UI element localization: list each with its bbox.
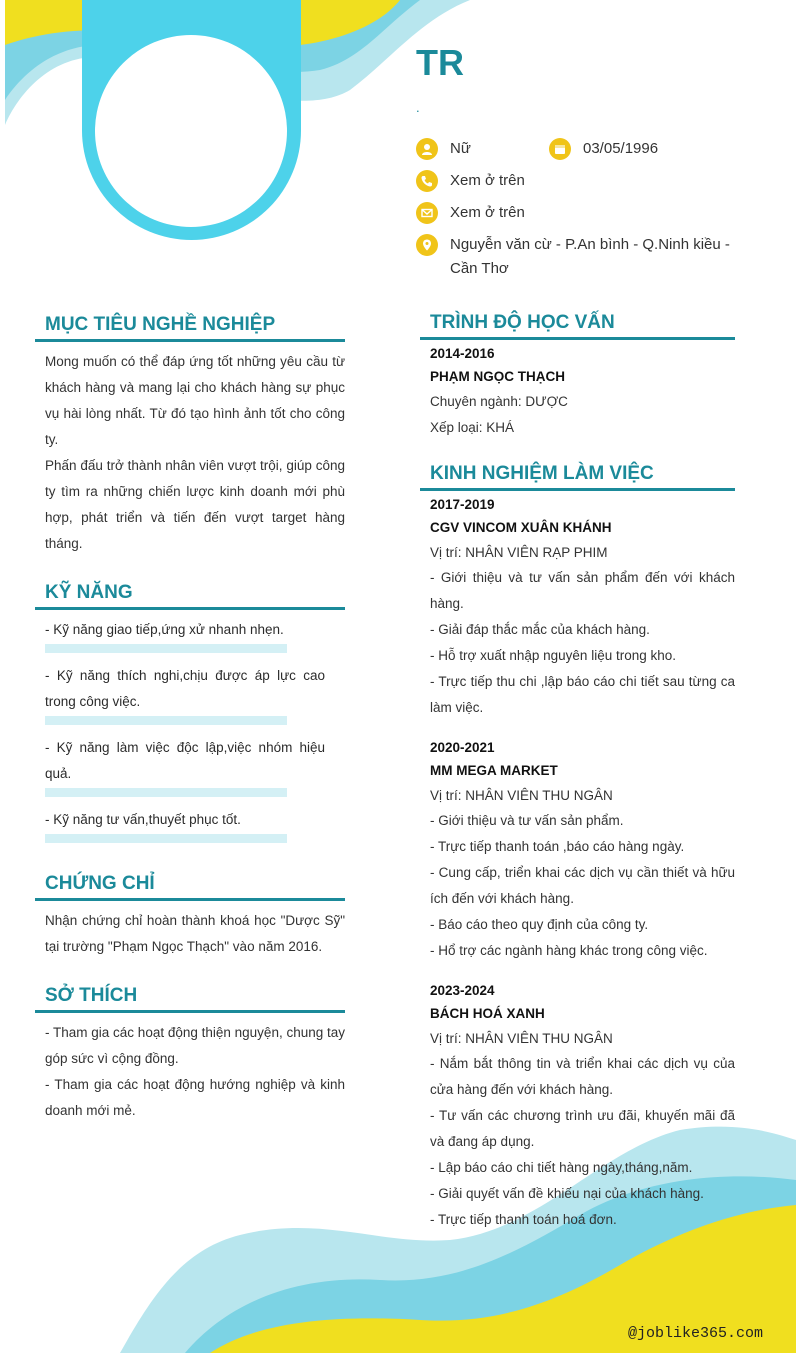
job-duty: - Hổ trợ các ngành hàng khác trong công việc. — [430, 943, 708, 958]
education-school: PHẠM NGỌC THẠCH — [430, 369, 565, 384]
address-row — [416, 234, 741, 281]
education-grade: Xếp loại: KHÁ — [430, 420, 515, 435]
phone-row — [416, 170, 525, 193]
gender-row — [416, 138, 471, 161]
email-value: Xem ở trên — [450, 204, 525, 221]
job-duty: - Lập báo cáo chi tiết hàng ngày,tháng,năm. — [430, 1160, 693, 1175]
skill-item: - Kỹ năng thích nghi,chịu được áp lực cao trong công việc. — [45, 668, 325, 709]
job-duty: - Báo cáo theo quy định của công ty. — [430, 917, 649, 932]
skill-bar — [45, 788, 287, 797]
avatar-placeholder — [95, 35, 287, 227]
phone-value: Xem ở trên — [450, 172, 525, 189]
job-duty: - Giới thiệu và tư vấn sản phẩm đến với khách hàng. — [430, 570, 735, 611]
section-title-certificates: CHỨNG CHỈ — [35, 873, 345, 901]
watermark: @joblike365.com — [628, 1325, 764, 1342]
job-company: CGV VINCOM XUÂN KHÁNH — [430, 520, 612, 535]
dob-value: 03/05/1996 — [583, 140, 659, 157]
job-duty: - Trực tiếp thu chi ,lập báo cáo chi tiết sau từng ca làm việc. — [430, 674, 735, 715]
job-position: Vị trí: NHÂN VIÊN RẠP PHIM — [430, 545, 608, 560]
job-position: Vị trí: NHÂN VIÊN THU NGÂN — [430, 788, 613, 803]
skill-bar — [45, 716, 287, 725]
calendar-icon — [549, 138, 571, 160]
skill-bar — [45, 834, 287, 843]
address-value: Nguyễn văn cừ - P.An bình - Q.Ninh kiều - Cần Thơ — [450, 236, 730, 277]
hobby-item: - Tham gia các hoạt động hướng nghiệp và kinh doanh mới mẻ. — [45, 1077, 345, 1118]
job-duty: - Nắm bắt thông tin và triển khai các dịch vụ của cửa hàng đến với khách hàng. — [430, 1056, 735, 1097]
job-duty: - Trực tiếp thanh toán ,báo cáo hàng ngày. — [430, 839, 685, 854]
photo-frame — [82, 0, 301, 240]
education-years: 2014-2016 — [430, 346, 495, 361]
candidate-name: TR — [416, 42, 464, 83]
section-title-experience: KINH NGHIỆM LÀM VIỆC — [420, 463, 735, 491]
job-years: 2020-2021 — [430, 740, 495, 755]
candidate-subtitle: . — [416, 100, 420, 115]
skill-item: - Kỹ năng giao tiếp,ứng xử nhanh nhẹn. — [45, 622, 284, 637]
certificate-text: Nhận chứng chỉ hoàn thành khoá học "Dược Sỹ" tại trường "Phạm Ngọc Thạch" vào năm 2016. — [45, 913, 345, 954]
gender-value: Nữ — [450, 140, 471, 157]
email-row — [416, 202, 525, 225]
dob-row — [549, 138, 658, 161]
job-years: 2017-2019 — [430, 497, 495, 512]
job-duty: - Cung cấp, triển khai các dịch vụ cần thiết và hữu ích đến với khách hàng. — [430, 865, 735, 906]
phone-icon — [416, 170, 438, 192]
job-years: 2023-2024 — [430, 983, 495, 998]
skill-item: - Kỹ năng làm việc độc lập,việc nhóm hiệu quả. — [45, 740, 325, 781]
job-position: Vị trí: NHÂN VIÊN THU NGÂN — [430, 1031, 613, 1046]
job-duty: - Giải đáp thắc mắc của khách hàng. — [430, 622, 650, 637]
section-title-objective: MỤC TIÊU NGHỀ NGHIỆP — [35, 314, 345, 342]
section-title-education: TRÌNH ĐỘ HỌC VẤN — [420, 312, 735, 340]
job-duty: - Giải quyết vấn đề khiếu nại của khách hàng. — [430, 1186, 704, 1201]
job-company: BÁCH HOÁ XANH — [430, 1006, 545, 1021]
education-major: Chuyên ngành: DƯỢC — [430, 394, 568, 409]
skill-item: - Kỹ năng tư vấn,thuyết phục tốt. — [45, 812, 241, 827]
objective-paragraph-1: Mong muốn có thể đáp ứng tốt những yêu cầu từ khách hàng và mang lại cho khách hàng sự phục vụ hài lòng nhất. Từ đó tạo hình ảnh tốt cho công ty. — [45, 354, 345, 447]
section-title-skills: KỸ NĂNG — [35, 582, 345, 610]
job-duty: - Hỗ trợ xuất nhập nguyên liệu trong kho. — [430, 648, 676, 663]
skill-bar — [45, 644, 287, 653]
section-title-hobbies: SỞ THÍCH — [35, 985, 345, 1013]
job-company: MM MEGA MARKET — [430, 763, 558, 778]
objective-paragraph-2: Phấn đấu trở thành nhân viên vượt trội, giúp công ty tìm ra những chiến lược kinh doanh mới phù hợp, phát triển và tiến đến vượt target hàng tháng. — [45, 458, 345, 551]
location-icon — [416, 234, 438, 256]
hobby-item: - Tham gia các hoạt động thiện nguyện, chung tay góp sức vì cộng đồng. — [45, 1025, 345, 1066]
mail-icon — [416, 202, 438, 224]
user-icon — [416, 138, 438, 160]
job-duty: - Tư vấn các chương trình ưu đãi, khuyến mãi đã và đang áp dụng. — [430, 1108, 735, 1149]
job-duty: - Trực tiếp thanh toán hoá đơn. — [430, 1212, 617, 1227]
job-duty: - Giới thiệu và tư vấn sản phẩm. — [430, 813, 624, 828]
